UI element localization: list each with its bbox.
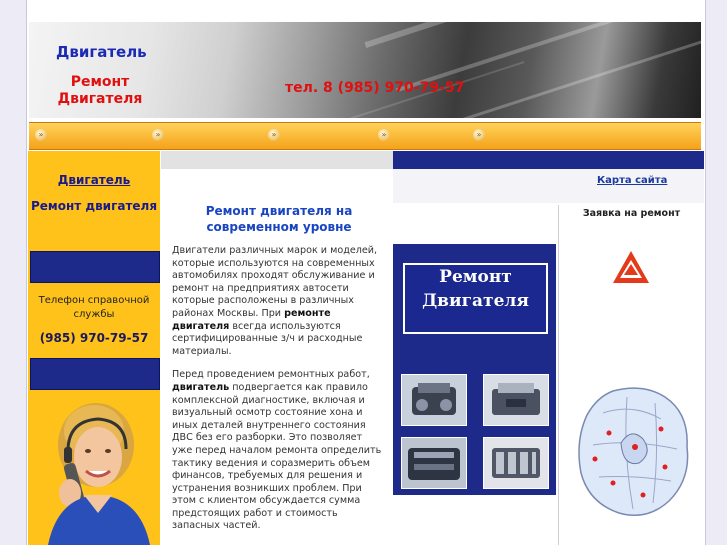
engine-thumbnail[interactable] xyxy=(401,437,467,489)
moscow-map-icon[interactable] xyxy=(573,383,697,527)
operator-photo xyxy=(28,401,160,545)
sidebar-phone-number: (985) 970-79-57 xyxy=(39,331,149,345)
sidebar-link-engine-repair[interactable]: Ремонт двигателя xyxy=(30,199,158,213)
sidebar-link-engine[interactable]: Двигатель xyxy=(57,173,131,187)
top-menu-bar xyxy=(29,122,701,150)
sidebar-navy-block xyxy=(30,251,160,283)
menu-bullet-icon[interactable]: » xyxy=(473,129,485,141)
menu-bullet-icon[interactable]: » xyxy=(35,129,47,141)
center-top-bar xyxy=(161,151,393,169)
article-paragraph: Перед проведением ремонтных работ, двигатель подвергается как правило комплексной диагностике, включая и визуальный осмотр состояние хона и иных деталей внутреннего состояния ДВС без его разборки. Это позволяет уже перед началом ремонта определить тактику ведения и соразмерить объем финансов, требуемых для решения и устранения возникших проблем. При этом с клиентом обсуждается сумма предстоящих работ и стоимость запасных частей. xyxy=(172,369,382,532)
engine-panel xyxy=(393,244,556,495)
header-title-link[interactable]: Двигатель xyxy=(56,43,147,61)
engine-thumbnail[interactable] xyxy=(483,374,549,426)
left-sidebar xyxy=(28,151,160,545)
header-subtitle: Ремонт Двигателя xyxy=(57,74,143,107)
repair-request-panel xyxy=(558,205,704,545)
engine-repair-banner[interactable]: Ремонт Двигателя xyxy=(403,263,548,334)
warning-triangle-icon[interactable] xyxy=(611,249,651,289)
sidebar-navy-block xyxy=(30,358,160,390)
menu-bullet-icon[interactable]: » xyxy=(378,129,390,141)
menu-bullet-icon[interactable]: » xyxy=(152,129,164,141)
article-body xyxy=(172,245,384,544)
article-paragraph: Двигатели различных марок и моделей, которые используются на современных автомобилях проходят обслуживание и ремонт на предприятиях автосети которые расположены в различных районах Москвы. При ремонте двигателя всегда используются сертифицированные з/ч и расходные материалы. xyxy=(172,245,378,357)
article-title: Ремонт двигателя на современном уровне xyxy=(205,204,353,234)
menu-bullet-icon[interactable]: » xyxy=(268,129,280,141)
request-title[interactable]: Заявка на ремонт xyxy=(582,208,681,219)
right-top-bar xyxy=(393,151,704,169)
header-phone: тел. 8 (985) 970-79-57 xyxy=(285,80,465,96)
site-header xyxy=(29,22,701,118)
engine-thumbnail[interactable] xyxy=(483,437,549,489)
engine-thumbnail[interactable] xyxy=(401,374,467,426)
sitemap-link[interactable]: Карта сайта xyxy=(597,175,668,186)
sidebar-phone-label: Телефон справочной службы xyxy=(38,295,150,320)
